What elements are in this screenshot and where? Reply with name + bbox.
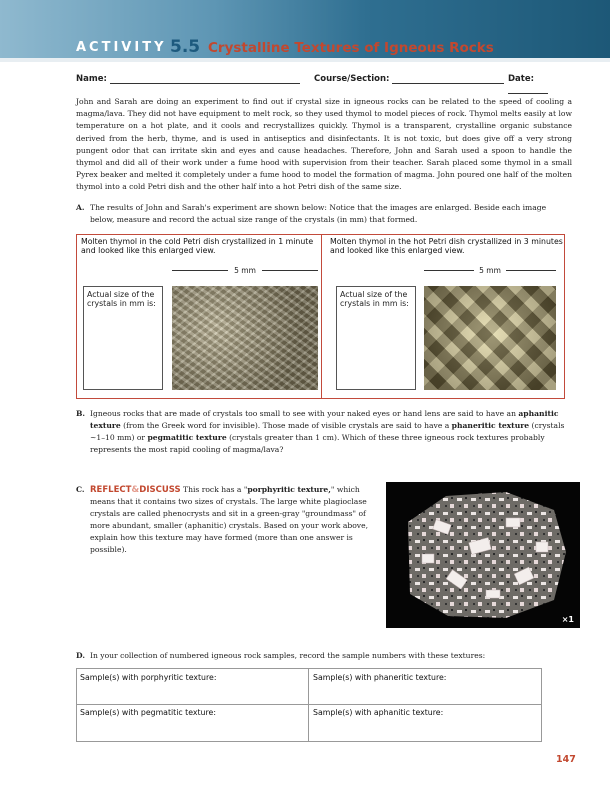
course-label: Course/Section: [314,74,390,84]
question-d-text: In your collection of numbered igneous rock samples, record the sample numbers with these textures: [90,651,486,660]
question-b-text-2: (from the Greek word for invisible). Those made of visible crystals are said to have a [120,421,452,430]
porphyritic-term: porphyritic texture, [247,485,331,494]
hot-actual-size-label: Actual size of the crystals in mm is: [340,290,409,308]
discuss-label: DISCUSS [139,485,181,495]
question-a [76,202,566,226]
activity-number: 5.5 [170,37,201,57]
course-field[interactable] [392,74,504,84]
question-d [76,650,566,662]
question-b-text-3: (crystals ~1–10 mm) or [90,421,565,442]
rock-illustration [386,482,580,628]
pegmatitic-samples-cell[interactable]: Sample(s) with pegmatitic texture: [80,708,216,717]
cold-scale-bar [172,266,318,275]
cold-panel-header: Molten thymol in the cold Petri dish crystallized in 1 minute and looked like this enlarged view. [81,237,314,255]
hot-crystals-photo [424,286,556,390]
ampersand: & [131,485,140,495]
panel-divider [321,235,322,398]
date-field[interactable] [508,84,548,94]
intro-paragraph: John and Sarah are doing an experiment to find out if crystal size in igneous rocks can be related to the speed of cooling a magma/lava. They did not have equipment to melt rock, so they used thymol to model pieces of rock. Thymol melts easily at low temperature on a hot plate, and it cools and recrystallizes quickly. Thymol is a transparent, crystalline organic substance derived from the herb, thyme, and is used in antiseptics and disinfectants. It is not toxic, but does give off a very strong pungent odor that can irritate skin and eyes and cause headaches. Therefore, John and Sarah used a spoon to handle the thymol and did all of their work under a fume hood with supervision from their teacher. Sarah placed some thymol in a small Pyrex beaker and melted it completely under a fume hood to model the formation of magma. John poured one half of the molten thymol into a cold Petri dish and the other half into a hot Petri dish of the same size. [76,97,572,192]
hot-panel-header: Molten thymol in the hot Petri dish crystallized in 3 minutes and looked like this enlarged view. [330,237,563,255]
question-a-letter: A. [76,203,85,212]
cold-crystals-photo [172,286,318,390]
question-c-text-1: This rock has a " [180,485,248,494]
aphanitic-term: aphanitic texture [90,409,559,430]
question-b-text-4: (crystals greater than 1 cm). Which of these three igneous rock textures probably represents the most rapid cooling of magma/lava? [90,433,545,454]
pegmatitic-term: pegmatitic texture [147,433,227,442]
question-c [76,484,376,556]
phaneritic-term: phaneritic texture [451,421,530,430]
name-label: Name: [76,74,107,84]
hot-scale-bar [424,266,556,275]
question-a-text: The results of John and Sarah's experiment are shown below: Notice that the images are enlarged. Beside each image below, measure and record the actual size range of the crystals (in mm) that formed. [90,203,547,224]
porphyritic-rock-photo [386,482,580,628]
cold-scale-label: 5 mm [234,266,256,275]
sample-table [76,668,542,742]
page-title: Crystalline Textures of Igneous Rocks [208,40,494,56]
phaneritic-samples-cell[interactable]: Sample(s) with phaneritic texture: [313,673,447,682]
page-number: 147 [556,754,576,765]
hot-actual-size-box[interactable] [336,286,416,390]
question-c-letter: C. [76,485,85,494]
reflect-label: REFLECT [90,485,132,495]
question-d-letter: D. [76,651,85,660]
hot-scale-label: 5 mm [479,266,501,275]
aphanitic-samples-cell[interactable]: Sample(s) with aphanitic texture: [313,708,444,717]
porphyritic-samples-cell[interactable]: Sample(s) with porphyritic texture: [80,673,217,682]
cold-actual-size-label: Actual size of the crystals in mm is: [87,290,156,308]
magnification-label: ×1 [561,615,574,624]
question-b-letter: B. [76,409,86,418]
table-col-divider [308,669,309,741]
question-c-text-2: " which means that it contains two sizes of crystals. The large white plagioclase crystals are called phenocrysts and sit in a green-gray "groundmass" of more abundant, smaller (aphanitic) crystals. Based on your work above, explain how this texture may have formed (more than one answer is possible). [90,485,368,554]
cold-actual-size-box[interactable] [83,286,163,390]
activity-label: ACTIVITY [76,40,167,55]
question-b [76,408,566,456]
question-b-text-1: Igneous rocks that are made of crystals too small to see with your naked eyes or hand lens are said to have an [90,409,519,418]
name-field[interactable] [110,74,300,84]
table-row-divider [77,704,541,705]
date-label: Date: [508,74,535,84]
